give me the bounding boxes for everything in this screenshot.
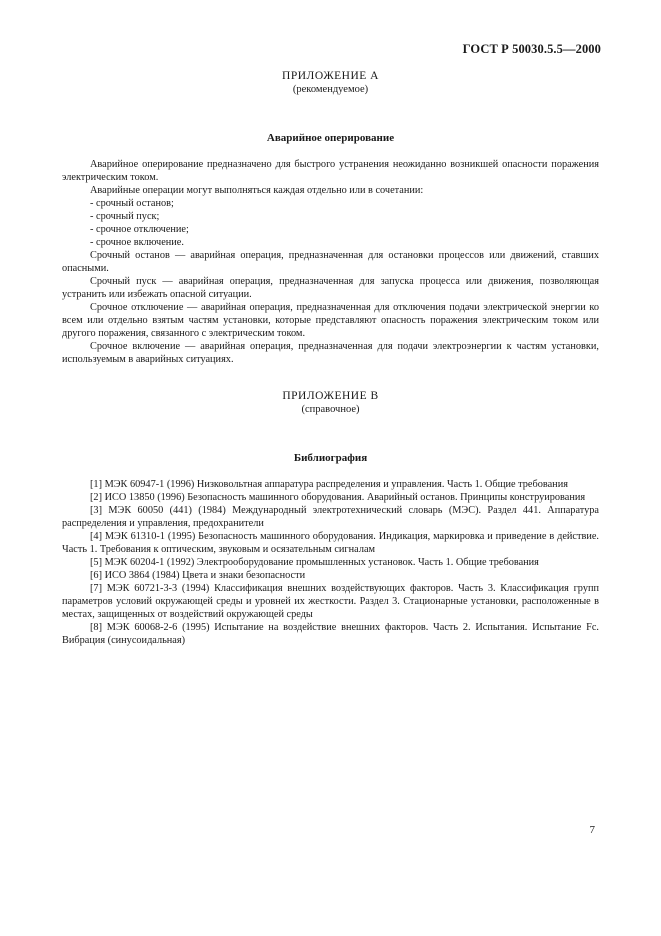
list-item: - срочное включение.	[90, 237, 184, 248]
bibliography-item: [8] МЭК 60068-2-6 (1995) Испытание на воздействие внешних факторов. Часть 2. Испытания. Испытание Fc. Вибрация (синусоидальная)	[62, 622, 599, 646]
paragraph: Срочное отключение — аварийная операция, предназначенная для отключения подачи электрической энергии ко всем или отдельно взятым частям установки, которые представляют опасность поражения электрическим током или другого поражения, связанного с электрическим током.	[62, 302, 599, 339]
appendix-a-title: ПРИЛОЖЕНИЕ А	[282, 70, 379, 82]
list-item: - срочное отключение;	[90, 224, 189, 235]
paragraph: Аварийные операции могут выполняться каждая отдельно или в сочетании:	[90, 185, 424, 196]
bibliography-item: [5] МЭК 60204-1 (1992) Электрооборудование промышленных установок. Часть 1. Общие требования	[90, 557, 539, 568]
appendix-b-title: ПРИЛОЖЕНИЕ В	[282, 390, 379, 402]
bibliography-item: [6] ИСО 3864 (1984) Цвета и знаки безопасности	[90, 570, 306, 581]
bibliography-item: [7] МЭК 60721-3-3 (1994) Классификация внешних воздействующих факторов. Часть 3. Классификация групп параметров условий окружающей среды и уровней их жесткости. Раздел 3. Стационарные установки, расположенные в местах, защищенных от воздействий окружающей среды	[62, 583, 599, 620]
bibliography-list	[62, 478, 599, 647]
paragraph: Срочный останов — аварийная операция, предназначенная для остановки процессов или движений, ставших опасными.	[62, 250, 599, 274]
appendix-b-subtitle: (справочное)	[301, 404, 360, 415]
appendix-a-body	[62, 158, 599, 366]
paragraph: Срочный пуск — аварийная операция, предназначенная для запуска процесса или движения, позволяющая устранить или избежать опасной ситуации.	[62, 276, 599, 300]
bibliography-item: [4] МЭК 61310-1 (1995) Безопасность машинного оборудования. Индикация, маркировка и приведение в действие. Часть 1. Требования к оптическим, звуковым и осязательным сигналам	[62, 531, 599, 555]
appendix-a-subtitle: (рекомендуемое)	[292, 84, 369, 95]
appendix-b-heading: Библиография	[293, 452, 368, 464]
document-header: ГОСТ Р 50030.5.5—2000	[462, 42, 601, 56]
list-item: - срочный останов;	[90, 198, 174, 209]
page-number: 7	[589, 824, 595, 836]
bibliography-item: [3] МЭК 60050 (441) (1984) Международный электротехнический словарь (МЭС). Раздел 441. Аппаратура распределения и управления, предохранители	[62, 505, 599, 529]
paragraph: Срочное включение — аварийная операция, предназначенная для подачи электроэнергии к частям установки, используемым в аварийных ситуациях.	[62, 341, 599, 365]
bibliography-item: [2] ИСО 13850 (1996) Безопасность машинного оборудования. Аварийный останов. Принципы конструирования	[90, 492, 586, 503]
list-item: - срочный пуск;	[90, 211, 160, 222]
bibliography-item: [1] МЭК 60947-1 (1996) Низковольтная аппаратура распределения и управления. Часть 1. Общие требования	[90, 479, 568, 490]
paragraph: Аварийное оперирование предназначено для быстрого устранения неожиданно возникшей опасности поражения электрическим током.	[62, 159, 599, 183]
appendix-a-heading: Аварийное оперирование	[266, 132, 395, 144]
